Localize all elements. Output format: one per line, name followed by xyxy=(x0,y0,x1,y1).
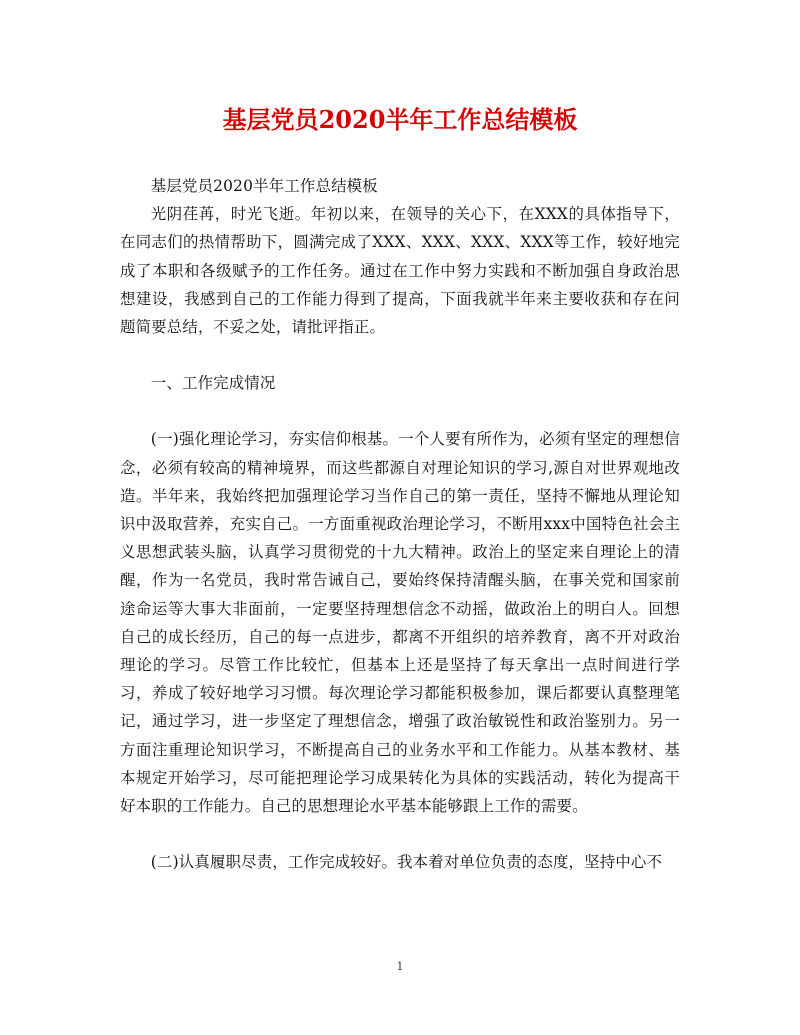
paragraph-gap xyxy=(120,341,680,369)
intro-paragraph: 光阴荏苒，时光飞逝。年初以来，在领导的关心下，在XXX的具体指导下，在同志们的热情帮助下，圆满完成了XXX、XXX、XXX、XXX等工作，较好地完成了本职和各级赋予的工作任务。通过在工作中努力实践和不断加强自身政治思想建设，我感到自己的工作能力得到了提高，下面我就半年来主要收获和存在问题简要总结，不妥之处，请批评指正。 xyxy=(120,205,680,337)
paragraph-gap xyxy=(120,397,680,425)
document-title: 基层党员2020半年工作总结模板 xyxy=(222,105,578,134)
paragraph-gap xyxy=(120,820,680,848)
section-heading: 一、工作完成情况 xyxy=(150,374,276,393)
document-subtitle: 基层党员2020半年工作总结模板 xyxy=(150,177,378,195)
section-paragraph-1: (一)强化理论学习，夯实信仰根基。一个人要有所作为，必须有坚定的理想信念，必须有较高的精神境界，而这些都源自对理论知识的学习,源自对世界观地改造。半年来，我始终把加强理论学习当作自己的第一责任，坚持不懈地从理论知识中汲取营养，充实自己。一方面重视政治理论学习，不断用xxx中国特色社会主义思想武装头脑，认真学习贯彻党的十九大精神。政治上的坚定来自理论上的清醒，作为一名党员，我时常告诫自己，要始终保持清醒头脑，在事关党和国家前途命运等大事大非面前，一定要坚持理想信念不动摇，做政治上的明白人。回想自己的成长经历，自己的每一点进步，都离不开组织的培养教育，离不开对政治理论的学习。尽管工作比较忙，但基本上还是坚持了每天拿出一点时间进行学习，养成了较好地学习习惯。每次理论学习都能积极参加，课后都要认真整理笔记，通过学习，进一步坚定了理想信念，增强了政治敏锐性和政治鉴别力。另一方面注重理论知识学习，不断提高自己的业务水平和工作能力。从基本教材、基本规定开始学习，尽可能把理论学习成果转化为具体的实践活动，转化为提高干好本职的工作能力。自己的思想理论水平基本能够跟上工作的需要。 xyxy=(120,430,680,816)
page-number: 1 xyxy=(396,960,404,973)
section-paragraph-2: (二)认真履职尽责，工作完成较好。我本着对单位负责的态度，坚持中心不 xyxy=(150,853,663,872)
document-body xyxy=(120,172,680,876)
